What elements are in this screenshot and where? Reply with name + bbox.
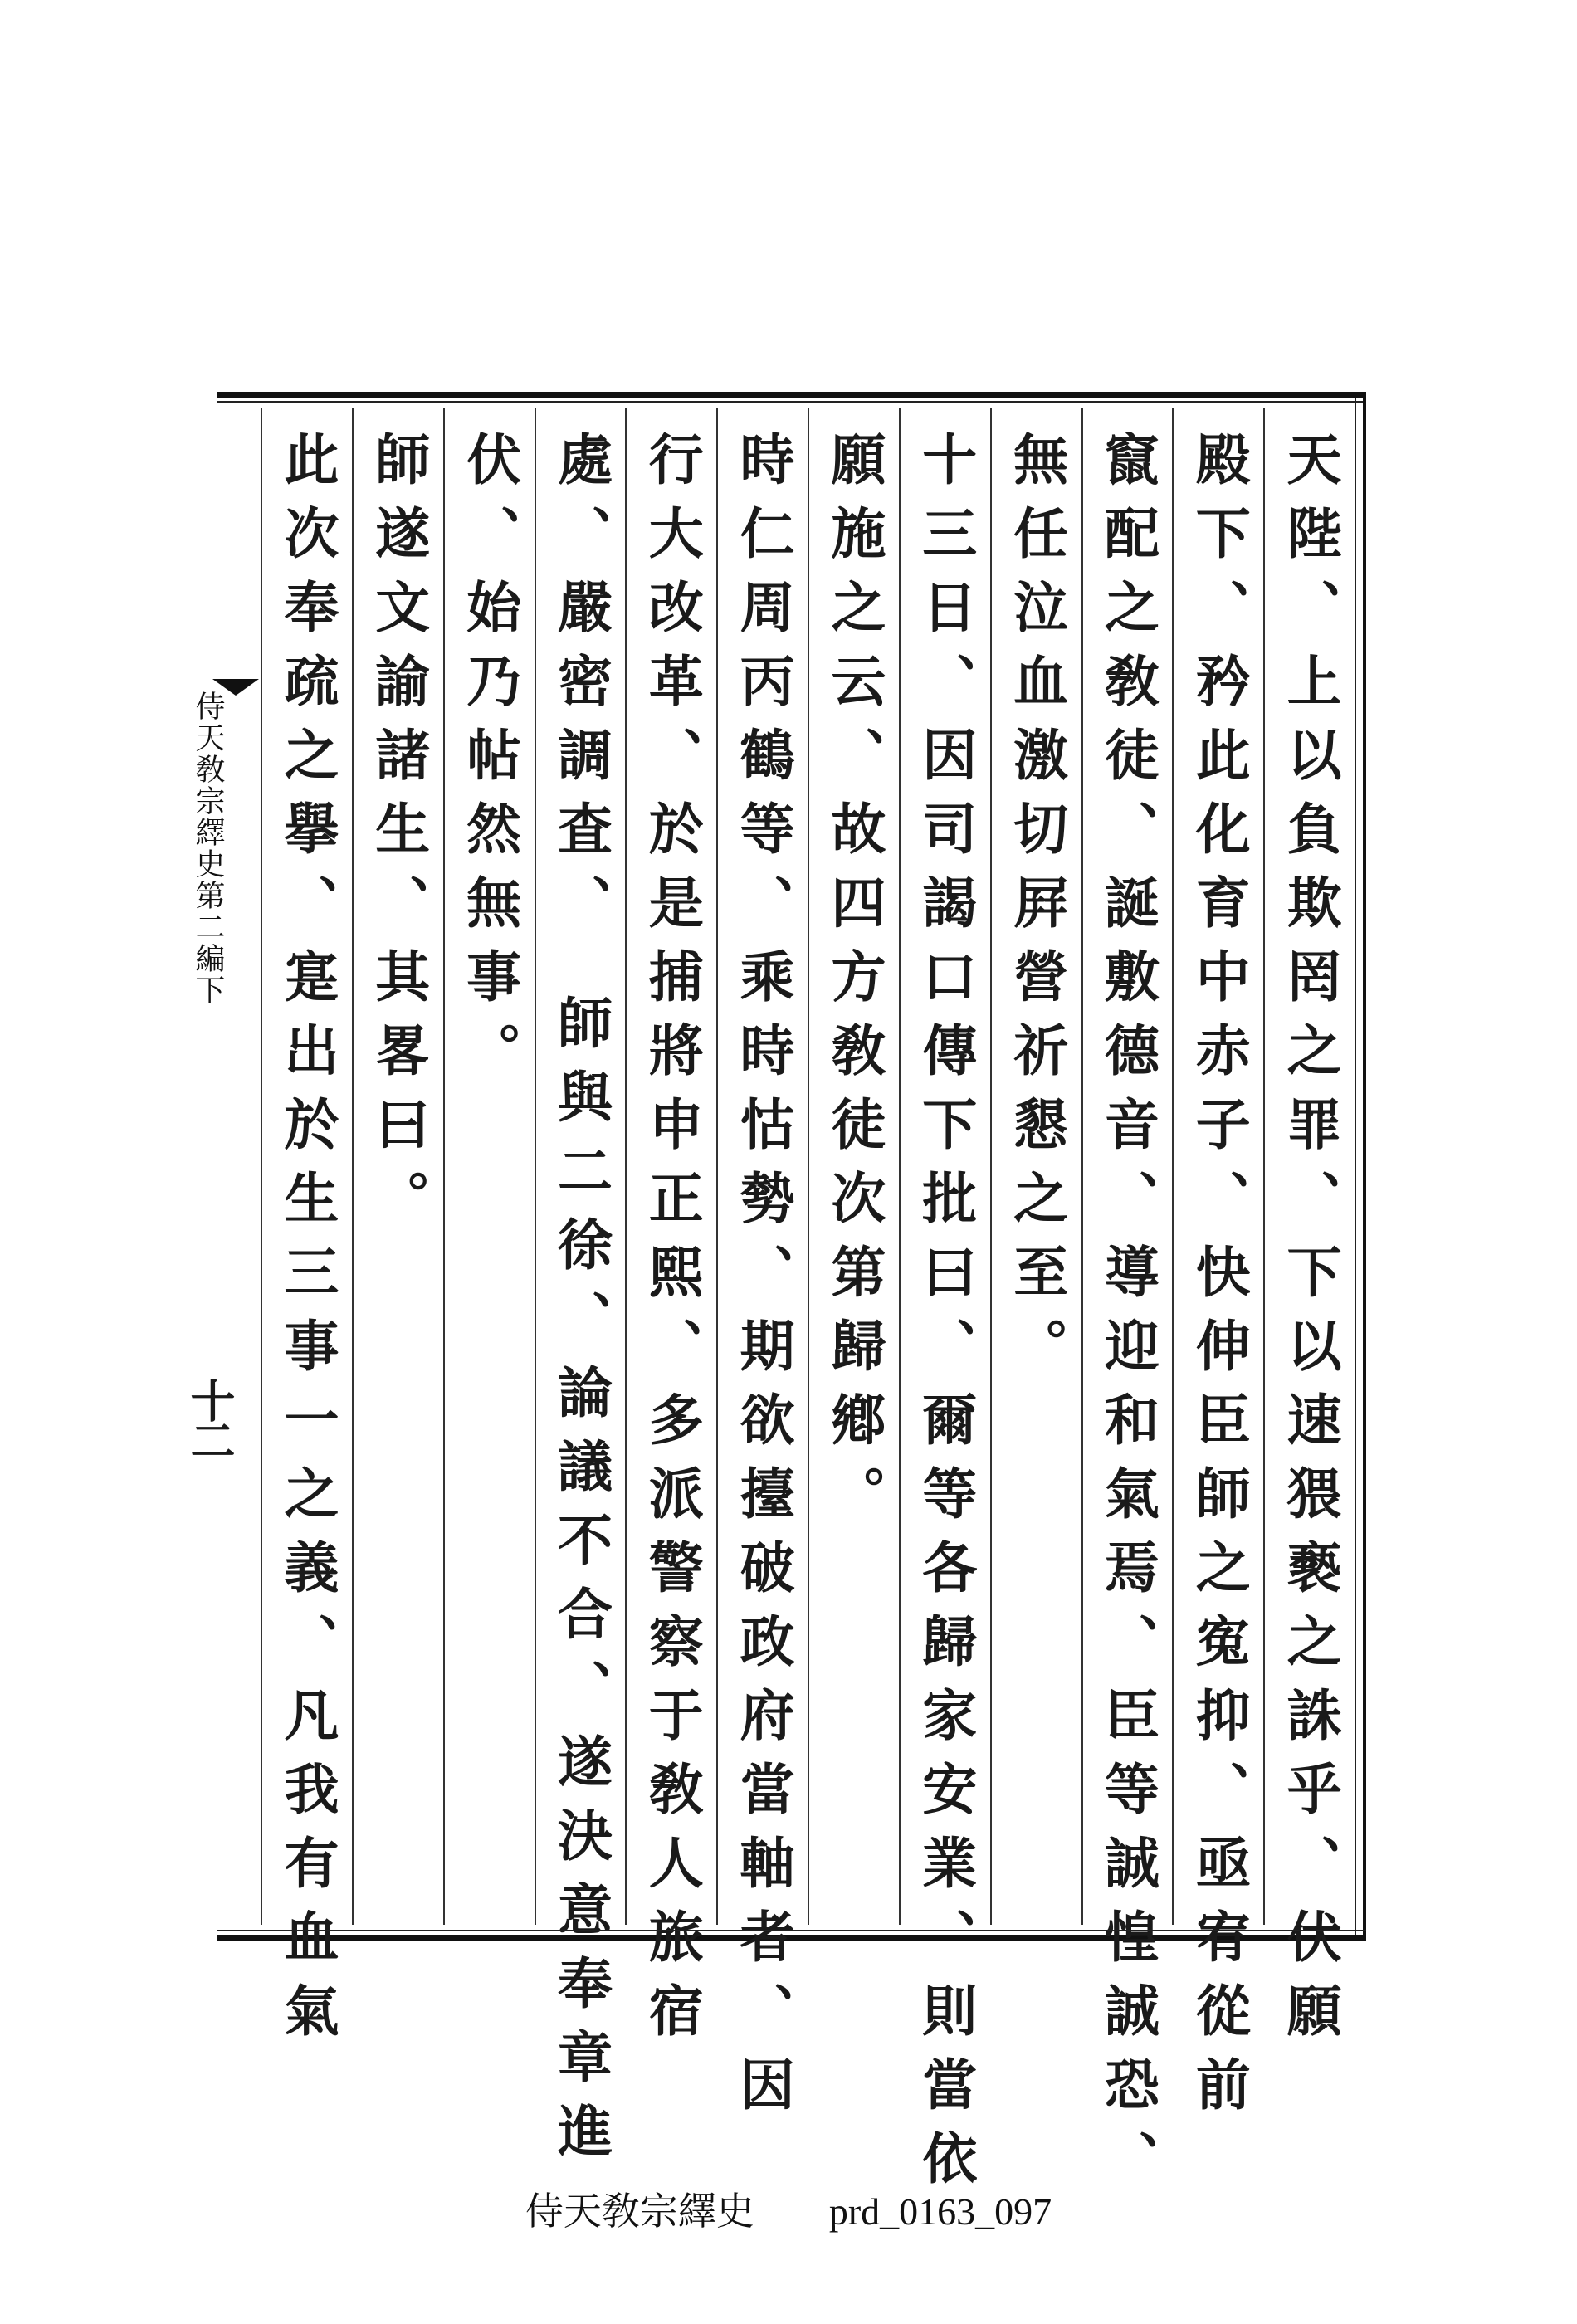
column-text: 師遂文諭諸生、其畧曰。 [365, 431, 431, 1243]
text-column-11 [352, 408, 443, 1925]
text-frame [217, 392, 1366, 2204]
column-text: 殿下、矜此化育中赤子、快伸臣師之寃抑、亟宥從前 [1186, 431, 1252, 2130]
column-text: 願施之云、故四方敎徒次第歸鄕。 [821, 431, 886, 1539]
column-text: 伏、始乃帖然無事。 [456, 431, 522, 1096]
column-text: 天陛、上以負欺罔之罪、下以速猥褻之誅乎、伏願 [1277, 431, 1343, 2056]
column-text: 處、嚴密調査、 師與二徐、論議不合、遂決意奉章進 [548, 431, 613, 2176]
frame-right-inner-rule [1355, 398, 1356, 1935]
page-number: 十二 [183, 1378, 237, 1457]
text-columns [261, 408, 1355, 2204]
column-text: 無任泣血激切屛營祈懇之至。 [1003, 431, 1069, 1391]
text-column-9 [535, 408, 626, 2176]
text-column-4 [990, 408, 1081, 1925]
text-column-7 [716, 408, 808, 2130]
text-column-8 [625, 408, 716, 2056]
column-text: 時仁周丙鶴等、乘時怙勢、期欲擡破政府當軸者、因 [730, 431, 796, 2130]
caption-id: prd_0163_097 [828, 2190, 1052, 2233]
text-column-3 [1081, 408, 1173, 2204]
running-head: 侍天敎宗繹史第二編下 [191, 691, 225, 1006]
text-column-10 [443, 408, 535, 1925]
text-column-6 [808, 408, 899, 1925]
text-column-2 [1172, 408, 1263, 2130]
frame-gutter [217, 408, 261, 1925]
column-text: 竄配之敎徒、誕敷德音、導迎和氣焉、臣等誠惶誠恐、 [1095, 431, 1160, 2204]
column-text: 行大改革、於是捕將申正熙、多派警察于敎人旅宿 [639, 431, 705, 2056]
text-column-12 [261, 408, 352, 2056]
caption-title: 侍天敎宗繹史 [525, 2190, 754, 2233]
image-caption [0, 2181, 1577, 2236]
column-text: 此次奉疏之擧、寔出於生三事一之義、凡我有血氣 [274, 431, 339, 2056]
column-text: 十三日、因司謁口傳下批曰、爾等各歸家安業、則當依 [912, 431, 978, 2204]
text-column-5 [899, 408, 990, 2204]
text-column-1 [1263, 408, 1355, 2056]
frame-right-rule [1363, 398, 1366, 1935]
